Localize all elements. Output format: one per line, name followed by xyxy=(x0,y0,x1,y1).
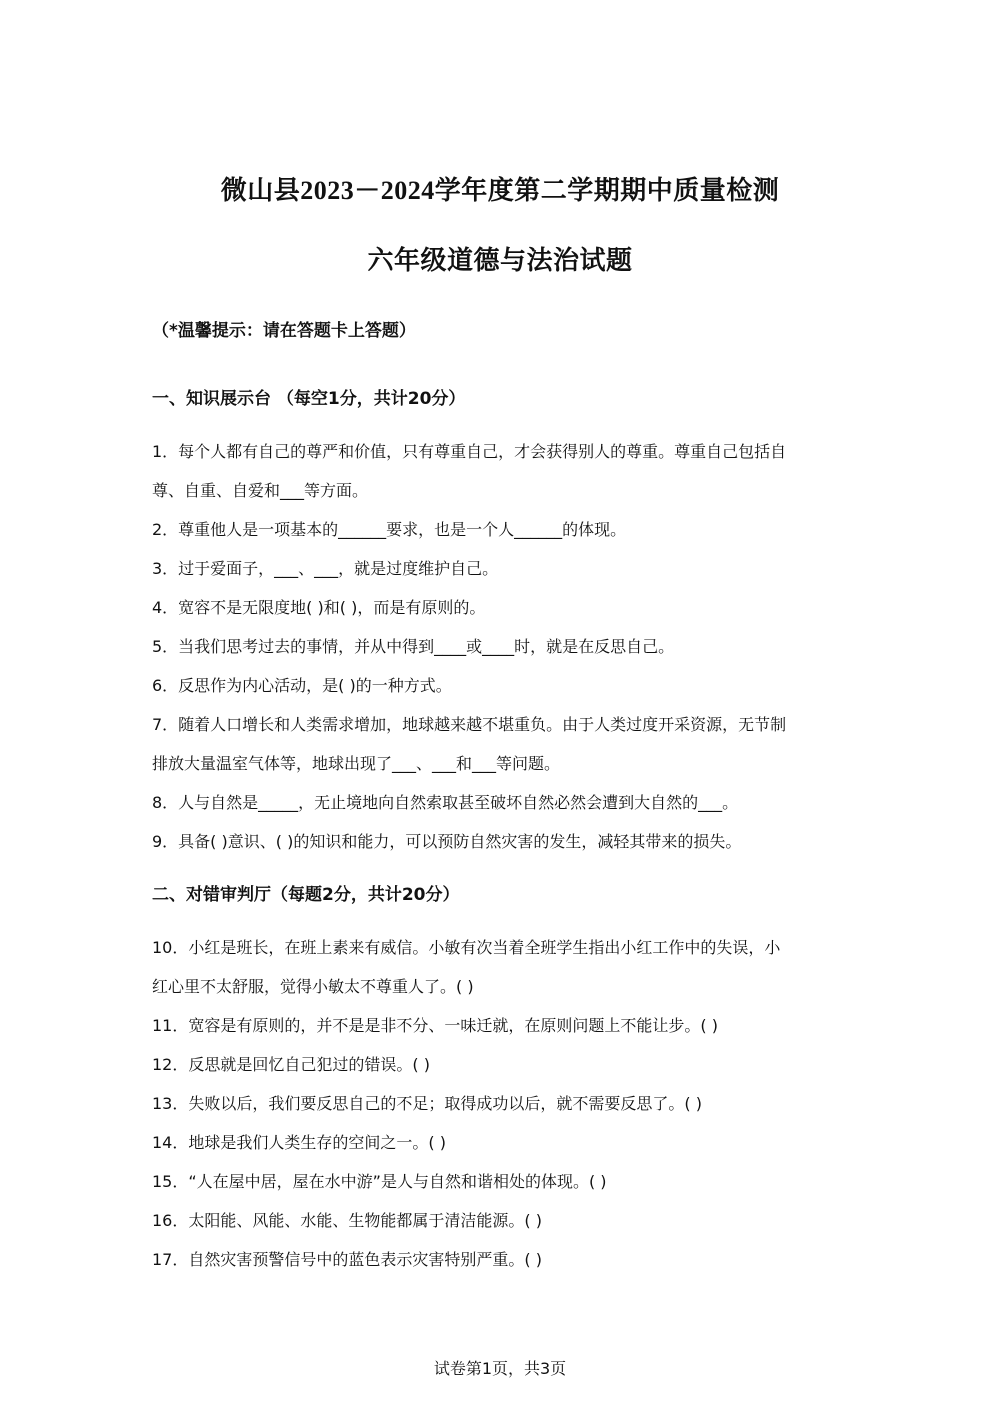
question-10 xyxy=(152,928,852,1006)
question-4 xyxy=(152,588,852,627)
question-13 xyxy=(152,1084,852,1123)
question-line: 6．反思作为内心活动，是( )的一种方式。 xyxy=(152,676,452,695)
question-line: 16．太阳能、风能、水能、生物能都属于清洁能源。( ) xyxy=(152,1211,542,1230)
question-line: 12．反思就是回忆自己犯过的错误。( ) xyxy=(152,1055,430,1074)
section-heading-1: 一、知识展示台 （每空1分，共计20分） xyxy=(152,389,466,409)
question-line: 3．过于爱面子，___、___，就是过度维护自己。 xyxy=(152,559,499,578)
question-5 xyxy=(152,627,852,666)
question-line: 2．尊重他人是一项基本的______要求，也是一个人______的体现。 xyxy=(152,520,627,539)
question-15 xyxy=(152,1162,852,1201)
question-line: 10．小红是班长，在班上素来有威信。小敏有次当着全班学生指出小红工作中的失误，小 xyxy=(152,938,781,957)
question-17 xyxy=(152,1240,852,1279)
question-9 xyxy=(152,822,852,861)
question-line: 尊、自重、自爱和___等方面。 xyxy=(152,481,369,500)
question-line: 11．宽容是有原则的，并不是是非不分、一味迁就，在原则问题上不能让步。( ) xyxy=(152,1016,718,1035)
section-heading-2: 二、对错审判厅（每题2分，共计20分） xyxy=(152,885,460,905)
question-3 xyxy=(152,549,852,588)
question-1 xyxy=(152,432,852,510)
question-line: 15．“人在屋中居，屋在水中游”是人与自然和谐相处的体现。( ) xyxy=(152,1172,607,1191)
question-7 xyxy=(152,705,852,783)
question-line: 排放大量温室气体等，地球出现了___、___和___等问题。 xyxy=(152,754,561,773)
question-11 xyxy=(152,1006,852,1045)
exam-title: 微山县2023－2024学年度第二学期期中质量检测 xyxy=(220,176,780,205)
question-14 xyxy=(152,1123,852,1162)
question-2 xyxy=(152,510,852,549)
question-line: 9．具备( )意识、( )的知识和能力，可以预防自然灾害的发生，减轻其带来的损失。 xyxy=(152,832,742,851)
question-line: 1．每个人都有自己的尊严和价值，只有尊重自己，才会获得别人的尊重。尊重自己包括自 xyxy=(152,442,787,461)
tip-text: （*温馨提示：请在答题卡上答题） xyxy=(152,321,416,341)
question-6 xyxy=(152,666,852,705)
question-line: 8．人与自然是_____，无止境地向自然索取甚至破坏自然必然会遭到大自然的___。 xyxy=(152,793,739,812)
question-16 xyxy=(152,1201,852,1240)
question-8 xyxy=(152,783,852,822)
exam-subtitle: 六年级道德与法治试题 xyxy=(367,246,633,275)
question-line: 4．宽容不是无限度地( )和( )，而是有原则的。 xyxy=(152,598,486,617)
page-footer: 试卷第1页，共3页 xyxy=(433,1359,567,1378)
question-line: 14．地球是我们人类生存的空间之一。( ) xyxy=(152,1133,446,1152)
question-line: 7．随着人口增长和人类需求增加，地球越来越不堪重负。由于人类过度开采资源，无节制 xyxy=(152,715,787,734)
question-line: 17．自然灾害预警信号中的蓝色表示灾害特别严重。( ) xyxy=(152,1250,542,1269)
question-line: 13．失败以后，我们要反思自己的不足；取得成功以后，就不需要反思了。( ) xyxy=(152,1094,702,1113)
question-line: 红心里不太舒服，觉得小敏太不尊重人了。( ) xyxy=(152,977,474,996)
question-12 xyxy=(152,1045,852,1084)
question-line: 5．当我们思考过去的事情，并从中得到____或____时，就是在反思自己。 xyxy=(152,637,675,656)
